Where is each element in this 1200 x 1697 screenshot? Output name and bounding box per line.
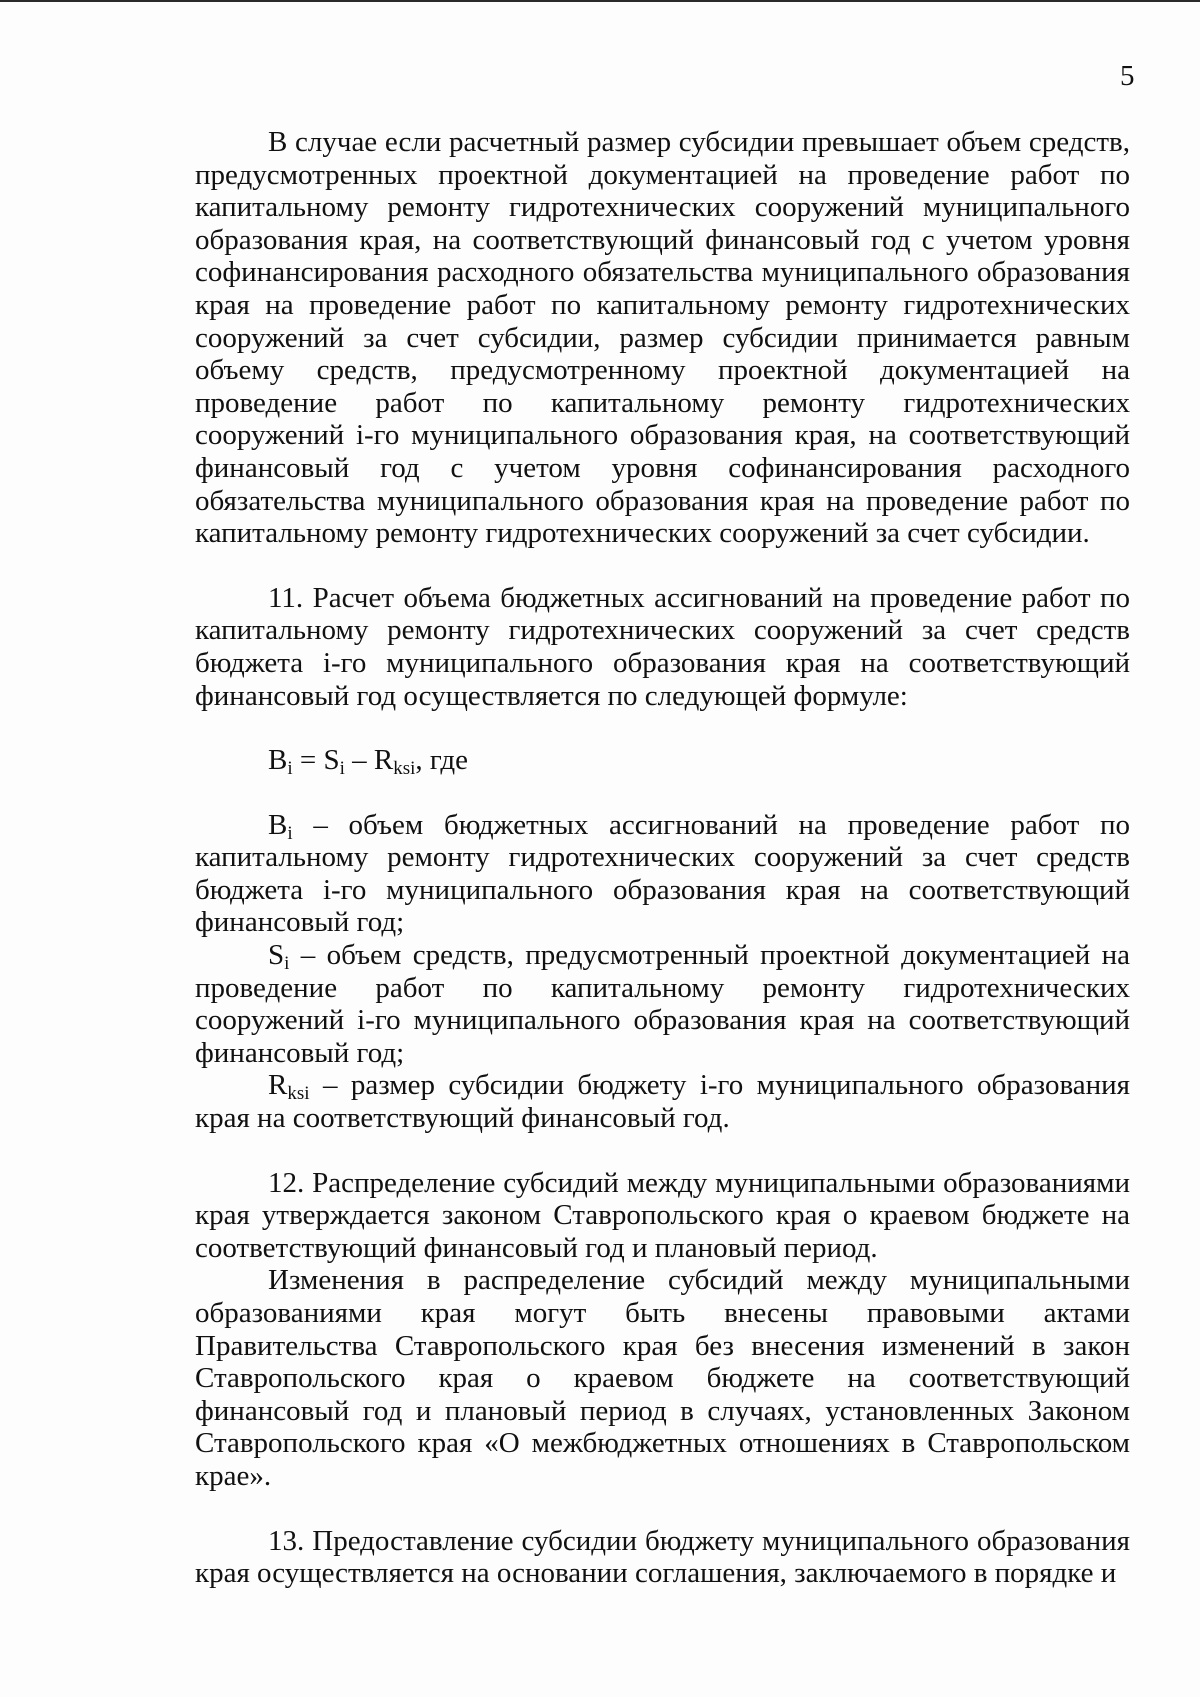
definition-s-symbol: S — [268, 939, 285, 972]
document-body — [195, 126, 1130, 1590]
formula-budget-allocation — [195, 744, 1130, 780]
definition-b-text: – объем бюджетных ассигнований на проведение работ по капитальному ремонту гидротехнических сооружений за счет средств бюджета i-го муниципального образования края на соответствующий финансовый год; — [195, 808, 1130, 939]
definition-b-subscript: i — [287, 822, 293, 844]
formula-minus-r: – R — [344, 744, 394, 777]
formula-b-subscript: i — [287, 758, 293, 780]
definition-r — [195, 1069, 1130, 1134]
definition-b-symbol: B — [268, 808, 288, 841]
definition-s — [195, 939, 1130, 1069]
paragraph-subsidy-limit: В случае если расчетный размер субсидии превышает объем средств, предусмотренных проектной документацией на проведение работ по капитальному ремонту гидротехнических сооружений муниципального образования края, на соответствующий финансовый год с учетом уровня софинансирования расходного обязательства муниципального образования края на проведение работ по капитальному ремонту гидротехнических сооружений за счет субсидии, размер субсидии принимается равным объему средств, предусмотренному проектной документацией на проведение работ по капитальному ремонту гидротехнических сооружений i-го муниципального образования края, на соответствующий финансовый год с учетом уровня софинансирования расходного обязательства муниципального образования края на проведение работ по капитальному ремонту гидротехнических сооружений за счет субсидии. — [195, 126, 1130, 550]
top-edge-rule — [0, 0, 1200, 2]
definition-r-symbol: R — [268, 1069, 288, 1102]
page-number: 5 — [1120, 60, 1135, 92]
paragraph-12-changes: Изменения в распределение субсидий между муниципальными образованиями края могут быть внесены правовыми актами Правительства Ставропольского края без внесения изменений в закон Ставропольского края о краевом бюджете на соответствующий финансовый год и плановый период в случаях, установленных Законом Ставропольского края «О межбюджетных отношениях в Ставропольском крае». — [195, 1264, 1130, 1492]
definition-s-text: – объем средств, предусмотренный проектной документацией на проведение работ по капитальному ремонту гидротехнических сооружений i-го муниципального образования края на соответствующий финансовый год; — [195, 939, 1130, 1069]
definition-b — [195, 809, 1130, 939]
definition-r-subscript: ksi — [287, 1083, 310, 1105]
paragraph-12: 12. Распределение субсидий между муниципальными образованиями края утверждается законом Ставропольского края о краевом бюджете на соответствующий финансовый год и плановый период. — [195, 1166, 1130, 1264]
paragraph-11: 11. Расчет объема бюджетных ассигнований на проведение работ по капитальному ремонту гидротехнических сооружений за счет средств бюджета i-го муниципального образования края на соответствующий финансовый год осуществляется по следующей формуле: — [195, 581, 1130, 712]
formula-s-subscript: i — [339, 758, 345, 780]
formula-b-symbol: B — [268, 744, 288, 777]
formula-tail: , где — [415, 744, 468, 777]
definition-s-subscript: i — [284, 953, 290, 975]
formula-r-subscript: ksi — [393, 758, 416, 780]
definition-r-text: – размер субсидии бюджету i-го муниципального образования края на соответствующий финансовый год. — [195, 1069, 1130, 1135]
formula-equals-s: = S — [292, 744, 340, 777]
paragraph-13: 13. Предоставление субсидии бюджету муниципального образования края осуществляется на основании соглашения, заключаемого в порядке и — [195, 1524, 1130, 1590]
